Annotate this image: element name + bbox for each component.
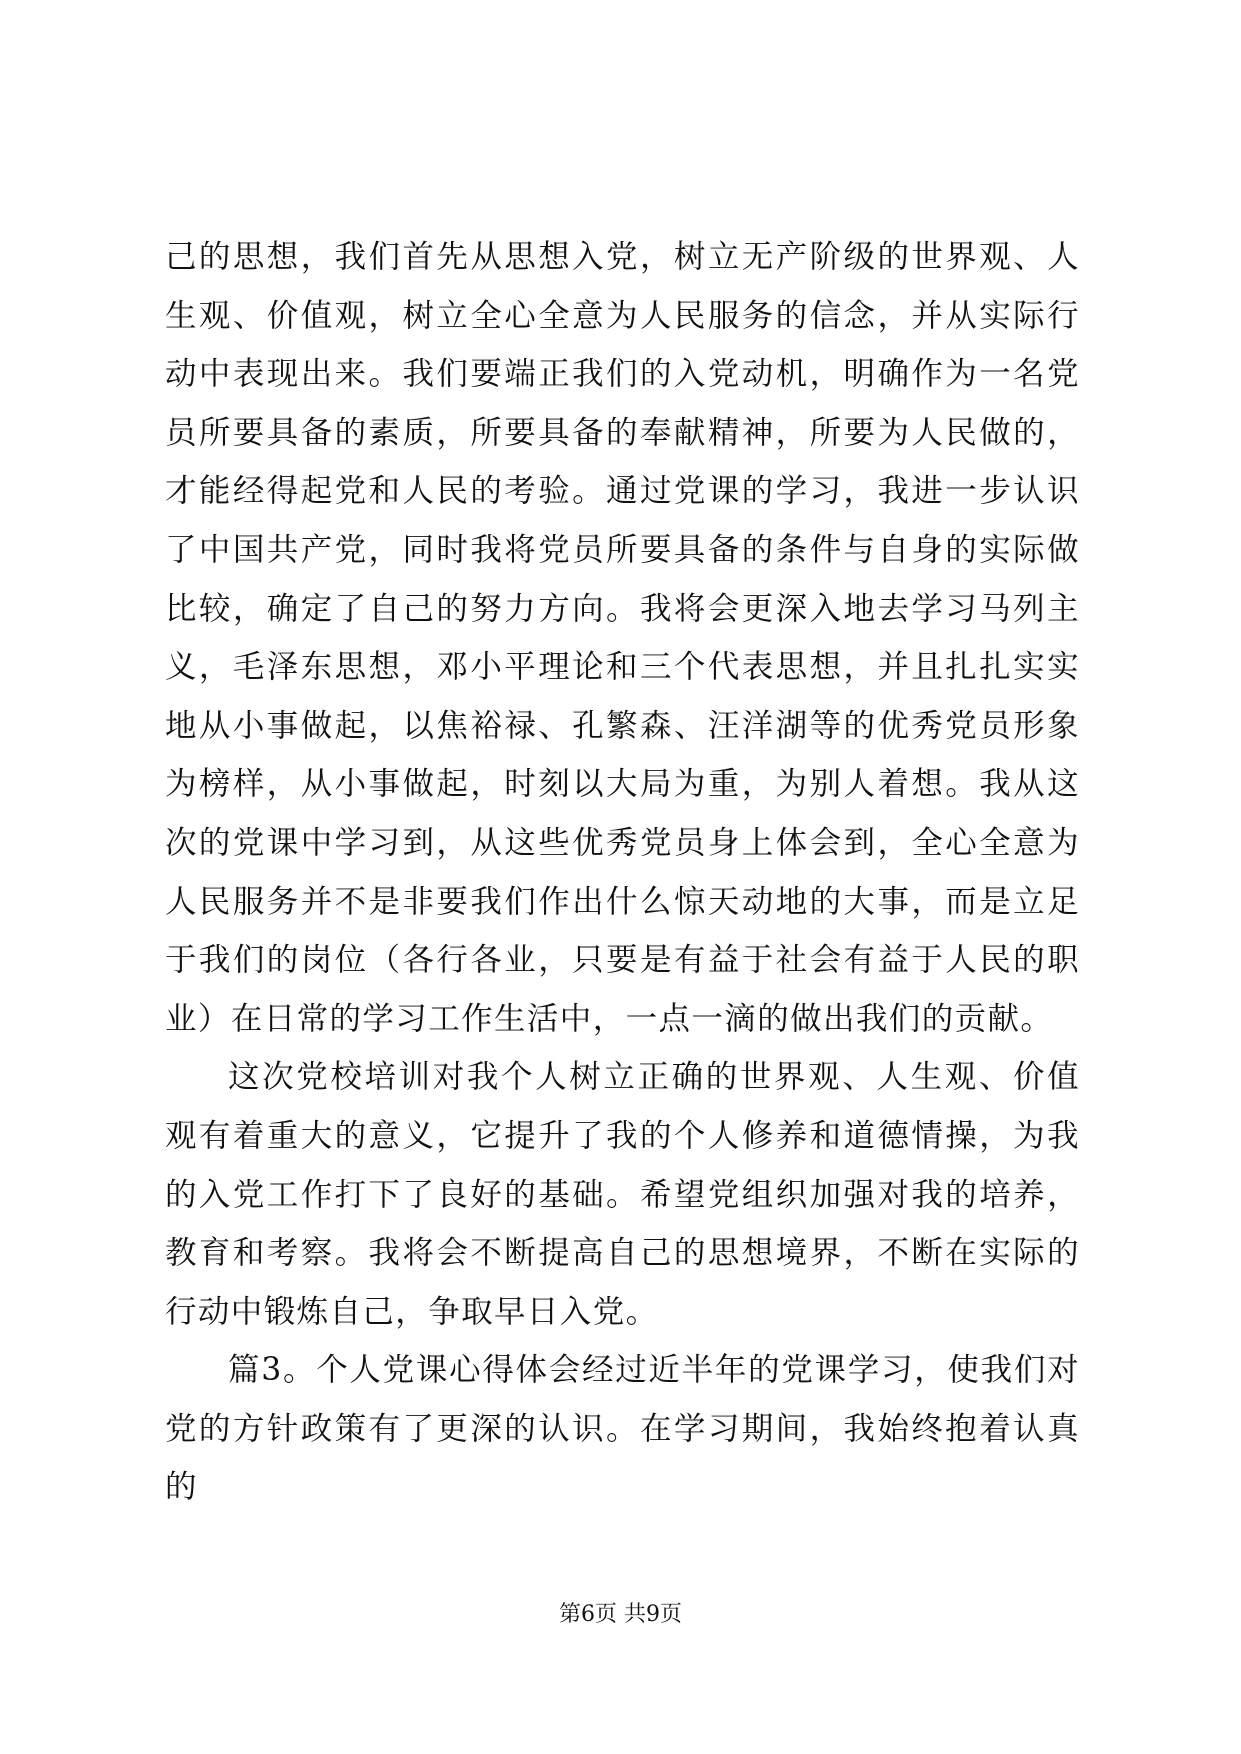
paragraph-2: 这次党校培训对我个人树立正确的世界观、人生观、价值观有着重大的意义，它提升了我的个人修养和道德情操，为我的入党工作打下了良好的基础。希望党组织加强对我的培养，教育和考察。我将会不断提高自己的思想境界，不断在实际的行动中锻炼自己，争取早日入党。 <box>165 1059 1080 1330</box>
paragraph-1: 己的思想，我们首先从思想入党，树立无产阶级的世界观、人生观、价值观，树立全心全意为人民服务的信念，并从实际行动中表现出来。我们要端正我们的入党动机，明确作为一名党员所要具备的素质，所要具备的奉献精神，所要为人民做的，才能经得起党和人民的考验。通过党课的学习，我进一步认识了中国共产党，同时我将党员所要具备的条件与自身的实际做比较，确定了自己的努力方向。我将会更深入地去学习马列主义，毛泽东思想，邓小平理论和三个代表思想，并且扎扎实实地从小事做起，以焦裕禄、孔繁森、汪洋湖等的优秀党员形象为榜样，从小事做起，时刻以大局为重，为别人着想。我从这次的党课中学习到，从这些优秀党员身上体会到，全心全意为人民服务并不是非要我们作出什么惊天动地的大事，而是立足于我们的岗位（各行各业，只要是有益于社会有益于人民的职业）在日常的学习工作生活中，一点一滴的做出我们的贡献。 <box>165 239 1080 1037</box>
document-body <box>165 228 1080 1517</box>
page-footer: 第6页 共9页 <box>559 1602 682 1627</box>
paragraph-3: 篇3。个人党课心得体会经过近半年的党课学习，使我们对党的方针政策有了更深的认识。在学习期间，我始终抱着认真的 <box>165 1352 1080 1506</box>
